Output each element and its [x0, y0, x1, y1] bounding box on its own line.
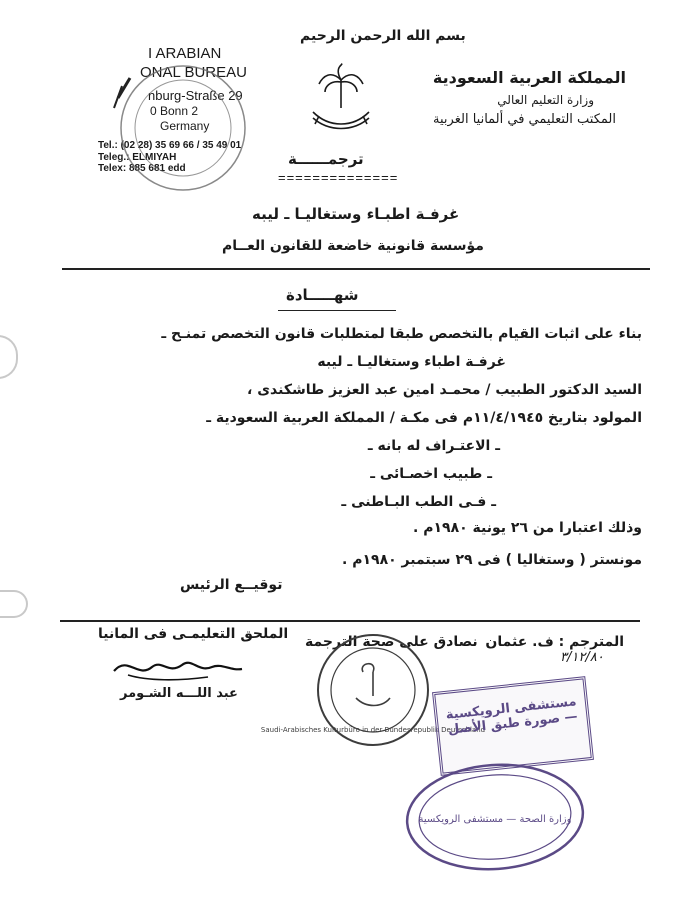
letterhead-bureau: المكتب التعليمي في ألمانيا الغربية: [433, 112, 616, 127]
basmala: بسم الله الرحمن الرحيم: [300, 28, 466, 44]
letterhead-telex: Telex: 885 681 edd: [98, 163, 186, 174]
letterhead-line: I ARABIAN: [148, 45, 222, 62]
punch-hole-mark: [0, 335, 18, 379]
certificate-title: شهـــــادة: [286, 286, 359, 304]
handwritten-date: ٣/١٢/٨٠: [560, 650, 604, 665]
body-line: ـ فـى الطب البـاطنى ـ: [341, 494, 496, 510]
ministry-stamp-text: وزارة الصحة — مستشفى الرويكسية: [418, 814, 572, 825]
body-line: ـ الاعتـراف له بانه ـ: [367, 438, 500, 454]
letterhead-kingdom: المملكة العربية السعودية: [432, 68, 626, 87]
certificate-title-underline: [278, 310, 396, 311]
signatory-name: عبد اللـــه الشـومر: [120, 686, 238, 701]
letterhead-tel: Tel.: (02 28) 35 69 66 / 35 49 01: [98, 140, 242, 151]
letterhead-line: nburg-Straße 29: [148, 88, 243, 103]
president-signature-label: توقيــع الرئيس: [180, 577, 283, 593]
punch-hole-mark: [0, 590, 28, 618]
divider-line: [60, 620, 640, 622]
body-line: مونستر ( وستغاليا ) فى ٢٩ سبتمبر ١٩٨٠م .: [342, 552, 642, 568]
ministry-oval-stamp: [400, 760, 590, 875]
letterhead-line: 0 Bonn 2: [150, 104, 199, 118]
translator-label: المترجم : ف. عثمان: [485, 634, 624, 650]
body-line: وذلك اعتبارا من ٢٦ يونية ١٩٨٠م .: [413, 520, 642, 536]
letterhead-line: ONAL BUREAU: [140, 64, 247, 81]
handwritten-signature: [108, 645, 248, 685]
translation-title: ترجمــــــة: [288, 150, 364, 168]
round-seal-text: Saudi-Arabisches Kulturbüro in der Bundesrepublik Deutschland: [260, 726, 486, 734]
body-line: السيد الدكتور الطبيب / محمـد امين عبد العزيز طاشكندى ،: [247, 382, 642, 398]
round-bureau-seal-stamp: [260, 632, 486, 747]
body-line: المولود بتاريخ ١١/٤/١٩٤٥م فى مكـة / المملكة العربية السعودية ـ: [206, 410, 642, 426]
attache-title: الملحق التعليمـى فى المانيا: [98, 626, 289, 642]
institution-name: غرفـة اطبـاء وستغاليـا ـ ليبه: [252, 205, 460, 223]
body-line: غرفـة اطباء وستغاليـا ـ ليبه: [317, 354, 506, 370]
corner-seal-stamp: [88, 58, 228, 193]
body-line: بناء على اثبات القيام بالتخصص طبقا لمتطلبات قانون التخصص تمنـح ـ: [161, 326, 642, 342]
letterhead-ministry: وزارة التعليم العالي: [497, 93, 594, 107]
translation-underline: ==============: [278, 170, 399, 185]
institution-subtitle: مؤسسة قانونية خاضعة للقانون العــام: [222, 238, 484, 254]
divider-line: [62, 268, 650, 270]
letterhead-teleg: Teleg.: ELMIYAH: [98, 152, 177, 163]
certified-copy-stamp-text: مستشفى الرويكسية — صورة طبق الأصل: [445, 694, 579, 738]
certification-label: نصادق على صحة الترجمة: [305, 634, 478, 650]
letterhead-line: Germany: [160, 119, 210, 133]
body-line: ـ طبيب اخصـائى ـ: [370, 466, 492, 482]
palm-swords-emblem-icon: [305, 62, 377, 134]
